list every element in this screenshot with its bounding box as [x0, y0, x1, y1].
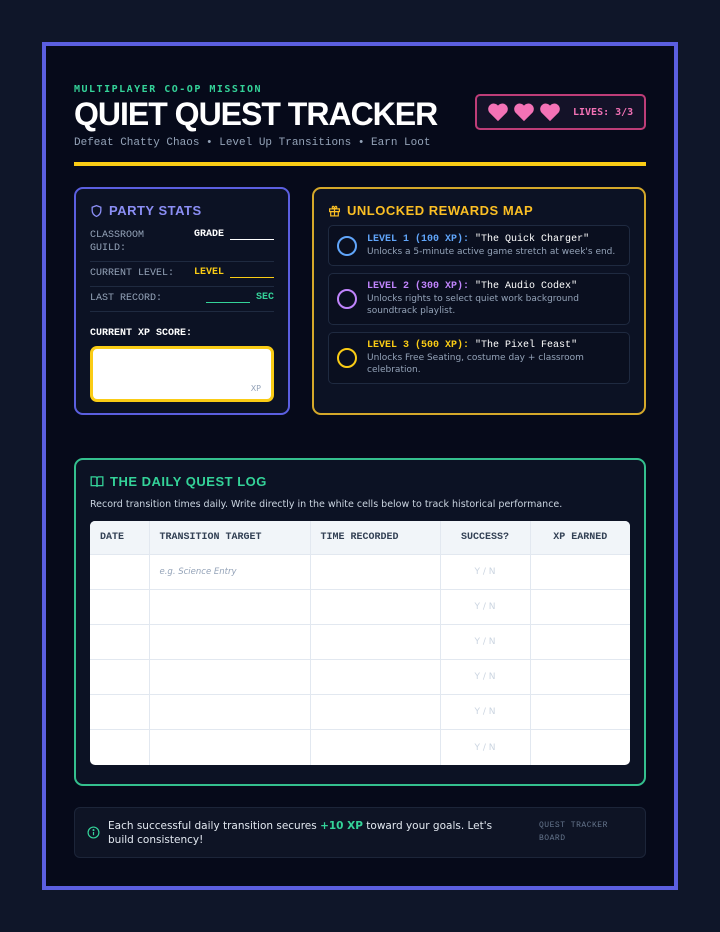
stat-row-level [90, 262, 274, 287]
table-row [90, 589, 630, 624]
header-divider [74, 162, 646, 166]
party-stats-heading [90, 203, 274, 218]
level-ring-icon [337, 348, 357, 368]
reward-description: Unlocks rights to select quiet work background soundtrack playlist. [367, 294, 579, 316]
time-cell[interactable] [310, 695, 440, 730]
success-cell[interactable]: Y / N [440, 624, 530, 659]
column-header-time: TIME RECORDED [310, 521, 440, 554]
date-cell[interactable] [90, 554, 149, 589]
reward-name: "The Audio Codex" [475, 281, 578, 292]
column-header-xp: XP EARNED [530, 521, 630, 554]
stat-value: GRADE [193, 229, 224, 240]
success-cell[interactable]: Y / N [440, 554, 530, 589]
reward-name: "The Pixel Feast" [475, 340, 578, 351]
reward-level: LEVEL 1 (100 XP): [367, 233, 470, 245]
quest-log-title: THE DAILY QUEST LOG [110, 474, 267, 489]
date-cell[interactable] [90, 589, 149, 624]
footer-tag: QUEST TRACKER BOARD [539, 821, 608, 843]
date-cell[interactable] [90, 730, 149, 765]
shield-icon [90, 204, 103, 218]
poster-frame [42, 42, 678, 890]
column-header-date: DATE [90, 521, 149, 554]
heart-icon [539, 102, 561, 122]
success-cell[interactable]: Y / N [440, 730, 530, 765]
rewards-card [312, 187, 646, 415]
column-header-target: TRANSITION TARGET [149, 521, 310, 554]
level-ring-icon [337, 289, 357, 309]
stat-row-record [90, 287, 274, 312]
footer-text: Each successful daily transition secures +10 XP toward your goals. Let's build consistency! [108, 819, 493, 846]
reward-item-level-1 [328, 225, 630, 266]
info-icon [87, 826, 100, 839]
rewards-title: UNLOCKED REWARDS MAP [347, 203, 534, 218]
xp-cell[interactable] [530, 660, 630, 695]
quest-log-heading [90, 474, 630, 489]
success-cell[interactable]: Y / N [440, 589, 530, 624]
quest-log-card [74, 458, 646, 786]
xp-cell[interactable] [530, 624, 630, 659]
page-subtitle: Defeat Chatty Chaos • Level Up Transitions • Earn Loot [74, 137, 431, 149]
heart-icon [487, 102, 509, 122]
quest-log-description: Record transition times daily. Write directly in the white cells below to track historical performance. [90, 499, 563, 510]
party-stats-card [74, 187, 290, 415]
lives-label: LIVES: 3/3 [573, 106, 634, 118]
target-cell[interactable] [149, 589, 310, 624]
xp-highlight: +10 XP [320, 819, 363, 832]
rewards-heading [328, 203, 630, 218]
write-in-blank[interactable] [230, 239, 274, 240]
date-cell[interactable] [90, 660, 149, 695]
stat-label: CURRENT LEVEL: [90, 268, 175, 279]
stat-row-guild [90, 224, 274, 262]
mission-eyebrow: MULTIPLAYER CO-OP MISSION [74, 84, 263, 95]
time-cell[interactable] [310, 730, 440, 765]
stat-label: LAST RECORD: [90, 293, 163, 304]
stat-value: SEC [255, 292, 274, 303]
table-row [90, 695, 630, 730]
table-header-row [90, 521, 630, 554]
target-cell[interactable] [149, 624, 310, 659]
heart-icon [513, 102, 535, 122]
reward-description: Unlocks Free Seating, costume day + classroom celebration. [367, 353, 584, 375]
date-cell[interactable] [90, 695, 149, 730]
stat-label: CLASSROOM GUILD: [90, 230, 145, 254]
quest-log-table [90, 521, 630, 765]
time-cell[interactable] [310, 554, 440, 589]
stat-value: LEVEL [193, 267, 224, 278]
xp-score-label: CURRENT XP SCORE: [90, 328, 193, 339]
xp-unit: XP [250, 384, 261, 393]
page-title: QUIET QUEST TRACKER [74, 96, 438, 132]
target-cell[interactable] [149, 730, 310, 765]
table-row [90, 624, 630, 659]
time-cell[interactable] [310, 589, 440, 624]
xp-cell[interactable] [530, 554, 630, 589]
table-row [90, 730, 630, 765]
xp-score-field[interactable] [90, 346, 274, 402]
reward-name: "The Quick Charger" [475, 233, 590, 245]
success-cell[interactable]: Y / N [440, 695, 530, 730]
reward-level: LEVEL 2 (300 XP): [367, 281, 470, 292]
table-row [90, 554, 630, 589]
book-icon [90, 475, 104, 488]
write-in-blank[interactable] [206, 302, 250, 303]
write-in-blank[interactable] [230, 277, 274, 278]
time-cell[interactable] [310, 660, 440, 695]
target-cell[interactable]: e.g. Science Entry [149, 554, 310, 589]
reward-item-level-2 [328, 273, 630, 325]
xp-cell[interactable] [530, 589, 630, 624]
level-ring-icon [337, 236, 357, 256]
gift-icon [328, 204, 341, 217]
table-row [90, 660, 630, 695]
lives-badge [475, 94, 646, 130]
time-cell[interactable] [310, 624, 440, 659]
reward-description: Unlocks a 5-minute active game stretch at week's end. [367, 246, 616, 257]
reward-level: LEVEL 3 (500 XP): [367, 340, 470, 351]
reward-item-level-3 [328, 332, 630, 384]
footer-note [74, 807, 646, 858]
date-cell[interactable] [90, 624, 149, 659]
xp-cell[interactable] [530, 730, 630, 765]
party-stats-title: PARTY STATS [109, 203, 202, 218]
column-header-success: SUCCESS? [440, 521, 530, 554]
success-cell[interactable]: Y / N [440, 660, 530, 695]
target-cell[interactable] [149, 660, 310, 695]
target-cell[interactable] [149, 695, 310, 730]
xp-cell[interactable] [530, 695, 630, 730]
